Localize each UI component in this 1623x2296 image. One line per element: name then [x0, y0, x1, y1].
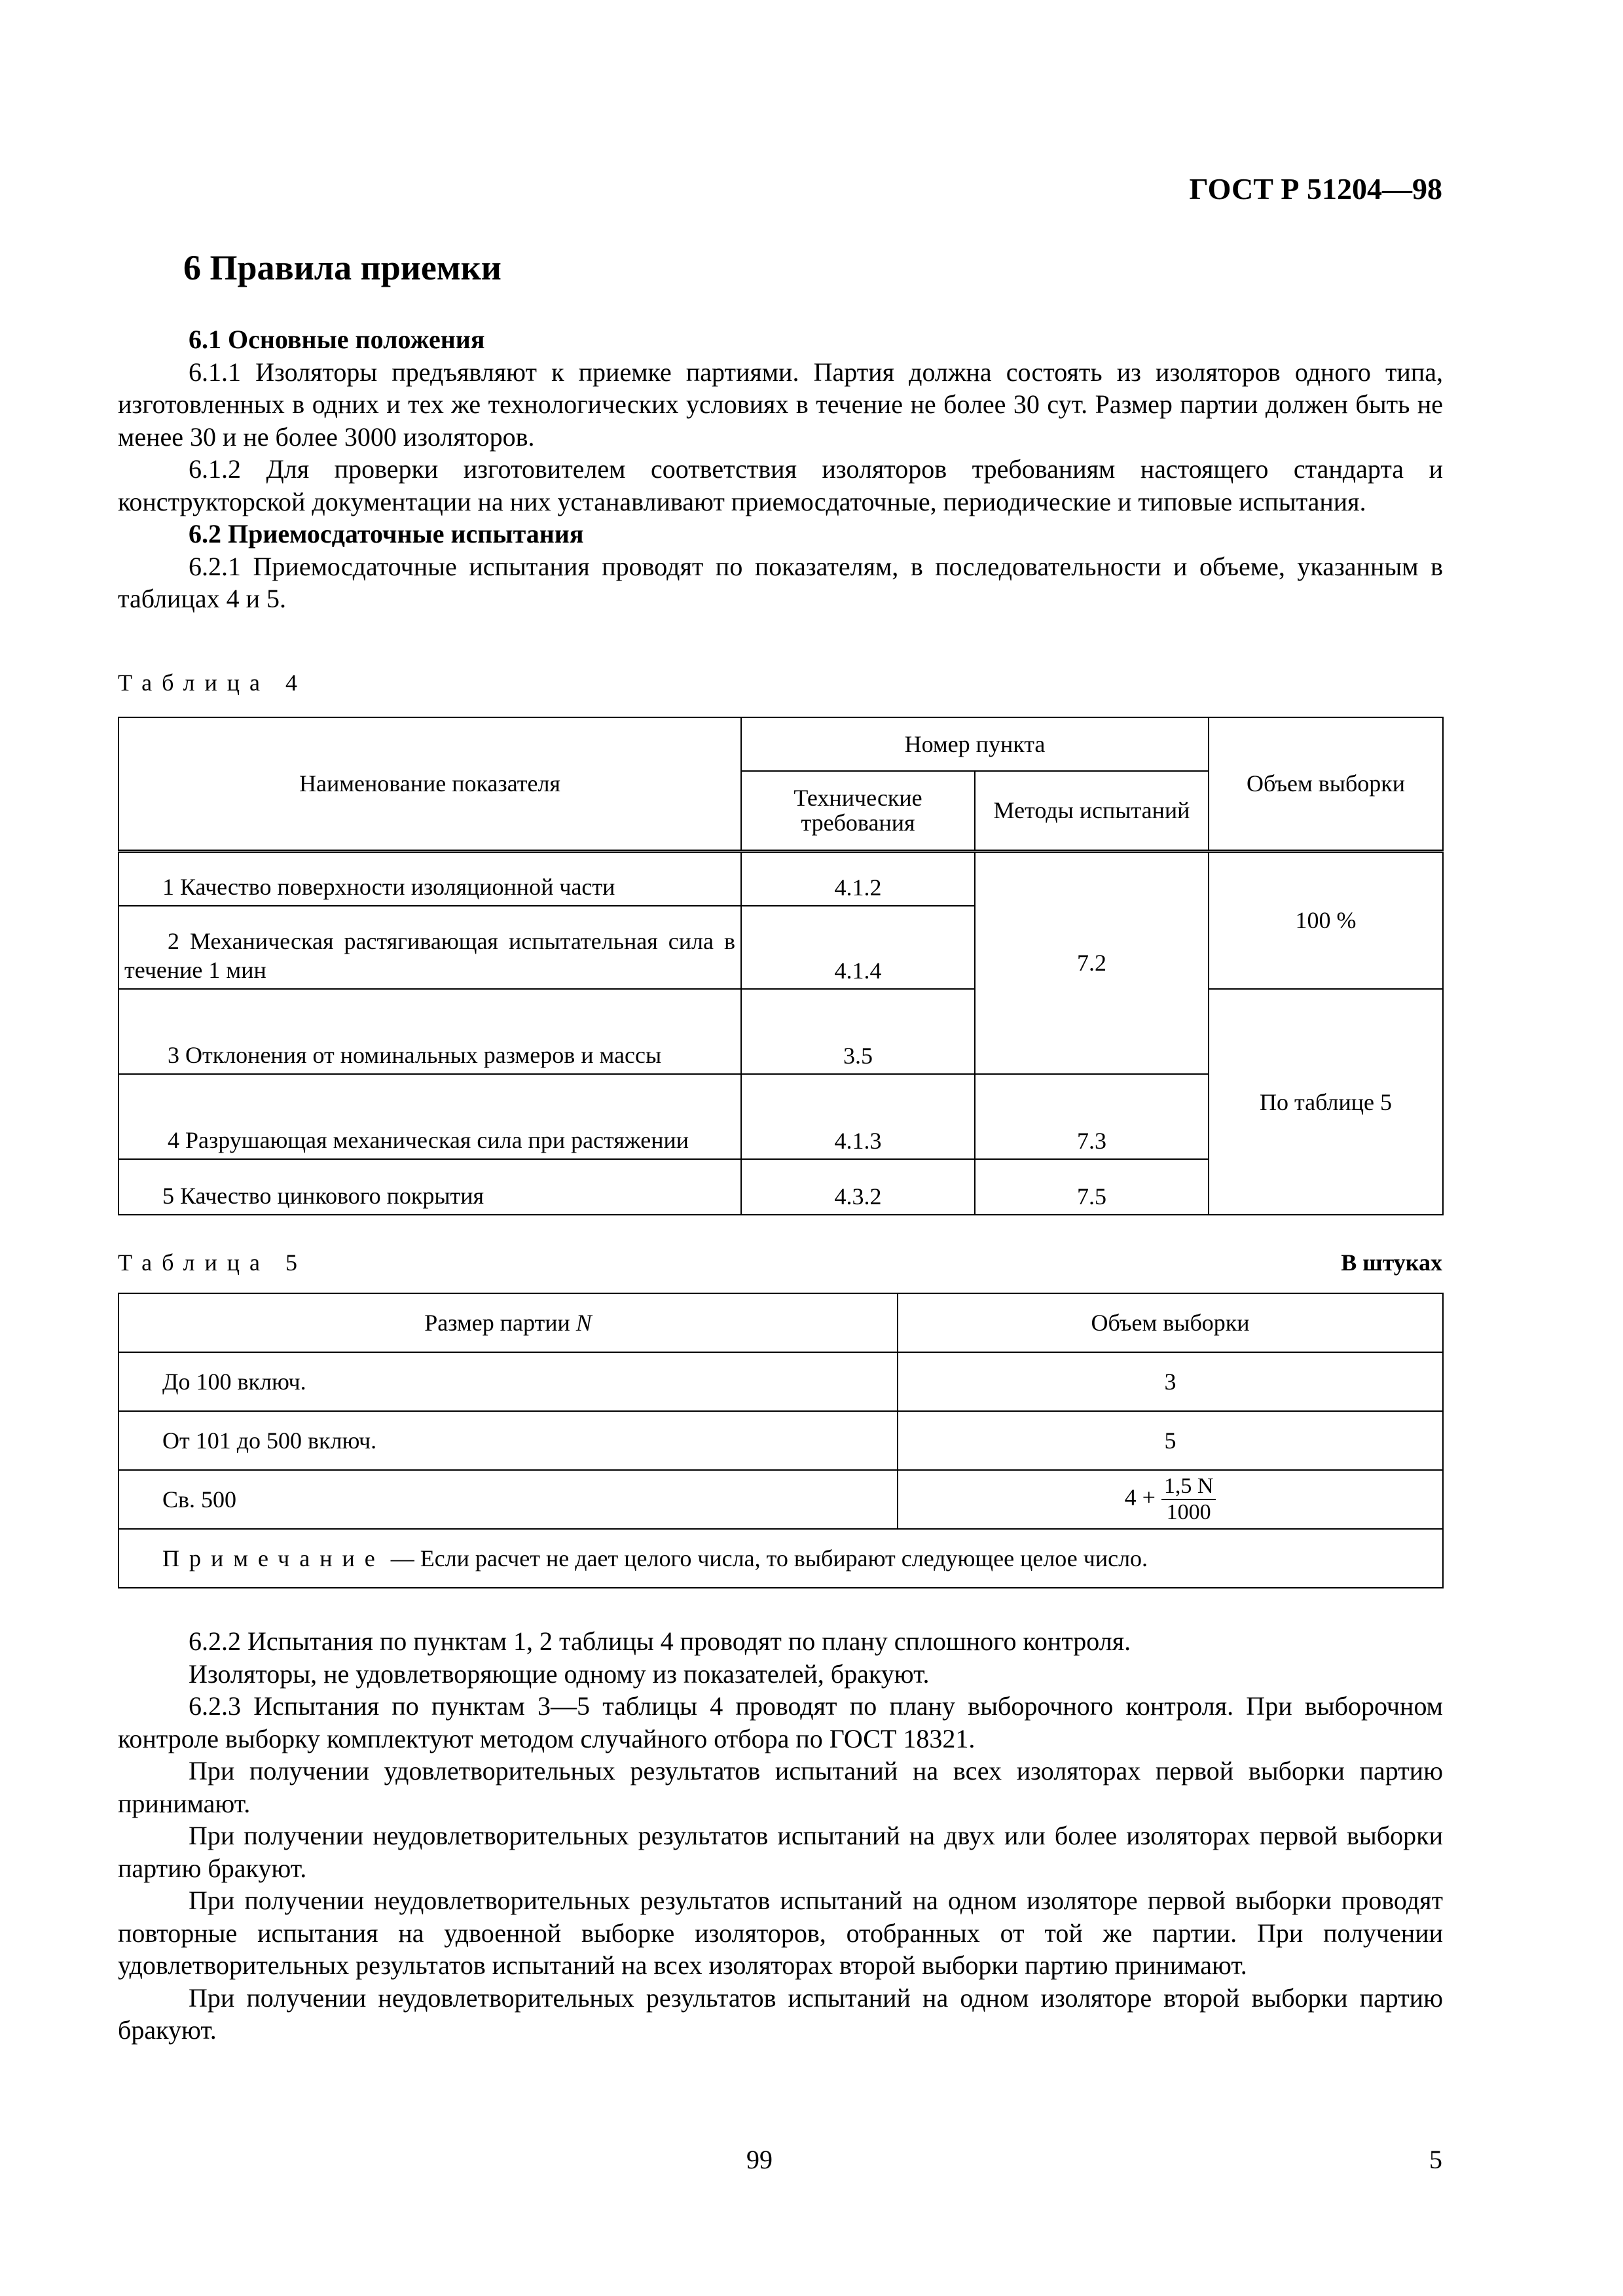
header-item-number: Номер пункта	[741, 717, 1209, 771]
formula-numerator: 1,5 N	[1161, 1474, 1216, 1500]
table4-row4-name	[119, 1074, 741, 1159]
paragraph-6-2-3-b: При получении удовлетворительных результатов испытаний на всех изоляторах первой выборки партию принимают.	[118, 1756, 1443, 1818]
formula-prefix: 4 +	[1124, 1484, 1161, 1511]
table5-header-size-var: N	[575, 1310, 592, 1336]
paragraph-6-2-3-c: При получении неудовлетворительных результатов испытаний на двух или более изоляторах первой выборки партию бракуют.	[118, 1821, 1443, 1883]
table5-row1-sample: 3	[898, 1352, 1443, 1411]
body-text-bottom	[118, 1625, 1443, 2047]
table-4	[118, 717, 1444, 1215]
table5-header-size-text: Размер партии	[424, 1310, 576, 1336]
note-text: — Если расчет не дает целого числа, то выбирают следующее целое число.	[384, 1545, 1148, 1571]
table5-row3-size: Св. 500	[119, 1470, 898, 1529]
paragraph-6-2-2: 6.2.2 Испытания по пунктам 1, 2 таблицы 4 проводят по плану сплошного контроля.	[189, 1626, 1131, 1656]
table5-row2-sample: 5	[898, 1411, 1443, 1470]
table4-row2-name	[119, 906, 741, 989]
formula-denominator: 1000	[1166, 1500, 1211, 1524]
header-tech-requirements: Технические требования	[741, 771, 975, 851]
table4-row2-name-text: 2 Механическая растягивающая испытательная сила в течение 1 мин	[124, 928, 735, 983]
table5-units: В штуках	[1341, 1249, 1442, 1276]
table4-row1-name: 1 Качество поверхности изоляционной части	[119, 851, 741, 906]
table4-row3-name-text: 3 Отклонения от номинальных размеров и массы	[168, 1042, 662, 1068]
document-code: ГОСТ Р 51204—98	[1189, 172, 1442, 206]
section-title: 6 Правила приемки	[183, 248, 501, 287]
paragraph-6-1-1: 6.1.1 Изоляторы предъявляют к приемке партиями. Партия должна состоять из изоляторов одного типа, изготовленных в одних и тех же технологических условиях в течение не более 30 сут. Размер партии должен быть не менее 30 и не более 3000 изоляторов.	[118, 357, 1443, 452]
paragraph-6-2-1: 6.2.1 Приемосдаточные испытания проводят по показателям, в последовательности и объеме, указанным в таблицах 4 и 5.	[118, 551, 1443, 613]
table-5	[118, 1293, 1444, 1588]
table4-row4-name-text: 4 Разрушающая механическая сила при растяжении	[168, 1127, 689, 1153]
page-number-right: 5	[1429, 2145, 1442, 2174]
paragraph-6-2-2-b: Изоляторы, не удовлетворяющие одному из показателей, бракуют.	[189, 1659, 930, 1689]
page-number-center: 99	[746, 2145, 773, 2174]
table5-header-sample: Объем выборки	[898, 1293, 1443, 1352]
subsection-heading-6-1: 6.1 Основные положения	[189, 325, 485, 354]
paragraph-6-2-3-d: При получении неудовлетворительных результатов испытаний на одном изоляторе первой выборки проводят повторные испытания на удвоенной выборке изоляторов, отобранных от той же партии. При получении удовлетворительных результатов испытаний на всех изоляторах второй выборки партию принимают.	[118, 1886, 1443, 1980]
formula-fraction	[1161, 1474, 1216, 1525]
table4-row3-name	[119, 989, 741, 1074]
paragraph-6-2-3-e: При получении неудовлетворительных результатов испытаний на одном изоляторе второй выборки партию бракуют.	[118, 1982, 1443, 2045]
table5-header-size	[119, 1293, 898, 1352]
note-label: Примечание	[162, 1545, 385, 1571]
paragraph-6-2-3: 6.2.3 Испытания по пунктам 3—5 таблицы 4 проводят по плану выборочного контроля. При выборочном контроле выборку комплектуют методом случайного отбора по ГОСТ 18321.	[118, 1691, 1443, 1753]
table4-row5-method: 7.5	[975, 1159, 1209, 1215]
table4-caption: Таблица 4	[118, 670, 307, 696]
table5-row2-size: От 101 до 500 включ.	[119, 1411, 898, 1470]
header-test-methods: Методы испытаний	[975, 771, 1209, 851]
table5-caption: Таблица 5	[118, 1249, 307, 1276]
header-name: Наименование показателя	[119, 717, 741, 851]
table4-row2-tech: 4.1.4	[741, 906, 975, 989]
table4-row5-tech: 4.3.2	[741, 1159, 975, 1215]
table4-row1-tech: 4.1.2	[741, 851, 975, 906]
table5-row3-sample	[898, 1470, 1443, 1529]
table4-method-merged: 7.2	[975, 851, 1209, 1074]
subsection-heading-6-2: 6.2 Приемосдаточные испытания	[189, 519, 584, 548]
table4-row4-tech: 4.1.3	[741, 1074, 975, 1159]
table4-row4-method: 7.3	[975, 1074, 1209, 1159]
table4-sample-a: 100 %	[1209, 851, 1443, 989]
header-sample-size: Объем выборки	[1209, 717, 1443, 851]
table4-sample-b: По таблице 5	[1209, 989, 1443, 1215]
table5-row1-size: До 100 включ.	[119, 1352, 898, 1411]
table5-note	[119, 1529, 1443, 1588]
body-text-top	[118, 323, 1443, 615]
table4-row3-tech: 3.5	[741, 989, 975, 1074]
table4-row5-name: 5 Качество цинкового покрытия	[119, 1159, 741, 1215]
paragraph-6-1-2: 6.1.2 Для проверки изготовителем соответствия изоляторов требованиям настоящего стандарта и конструкторской документации на них устанавливают приемосдаточные, периодические и типовые испытания.	[118, 454, 1443, 516]
